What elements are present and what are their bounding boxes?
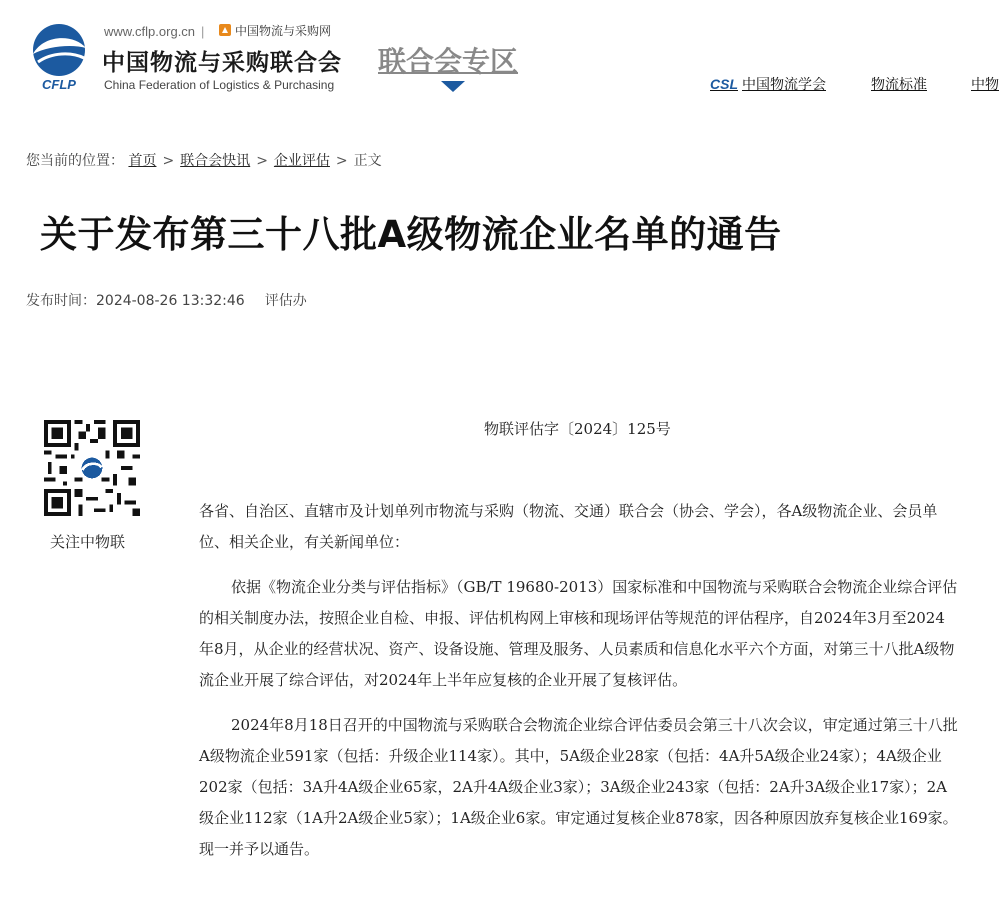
org-name-cn: 中国物流与采购联合会 xyxy=(102,50,342,76)
breadcrumb-prefix: 您当前的位置： xyxy=(26,153,124,169)
nav-csl-link[interactable] xyxy=(710,74,826,94)
publish-time: 2024-08-26 13:32:46 xyxy=(96,293,245,309)
qr-code-icon xyxy=(44,420,140,516)
partner-logo-icon xyxy=(218,23,232,37)
site-header xyxy=(0,0,1000,110)
article-meta xyxy=(26,290,307,310)
breadcrumb xyxy=(26,150,382,170)
logo-text: CFLP xyxy=(42,77,76,92)
zone-dropdown-arrow-icon[interactable] xyxy=(441,81,465,92)
breadcrumb-separator: > xyxy=(335,153,348,169)
breadcrumb-news[interactable]: 联合会快讯 xyxy=(180,153,251,169)
article-body xyxy=(199,496,959,879)
site-url[interactable]: www.cflp.org.cn | xyxy=(104,24,205,39)
breadcrumb-home[interactable]: 首页 xyxy=(128,153,157,169)
qr-label: 关注中物联 xyxy=(50,533,126,551)
nav-csl-label: 中国物流学会 xyxy=(742,77,826,93)
org-name-en: China Federation of Logistics & Purchasing xyxy=(104,78,335,92)
paragraph: 依据《物流企业分类与评估指标》（GB/T 19680-2013）国家标准和中国物流与采购联合会物流企业综合评估的相关制度办法，按照企业自检、申报、评估机构网上审核和现场评估等规范的评估程序，自2024年3月至2024年8月，从企业的经营状况、资产、设备设施、管理及服务、人员素质和信息化水平六个方面，对第三十八批A级物流企业开展了综合评估，对2024年上半年应复核的企业开展了复核评估。 xyxy=(199,578,958,689)
article-title: 关于发布第三十八批A级物流企业名单的通告 xyxy=(40,213,782,256)
publish-time-label: 发布时间： xyxy=(26,293,96,309)
partner-link[interactable] xyxy=(218,22,331,39)
breadcrumb-current: 正文 xyxy=(353,153,382,169)
nav-standards-link[interactable]: 物流标准 xyxy=(871,77,927,93)
breadcrumb-evaluation[interactable]: 企业评估 xyxy=(273,153,330,169)
breadcrumb-separator: > xyxy=(256,153,268,169)
nav-more-link[interactable]: 中物 xyxy=(971,77,999,93)
document-number: 物联评估字〔2024〕125号 xyxy=(484,420,671,438)
partner-label: 中国物流与采购网 xyxy=(235,24,332,38)
breadcrumb-separator: > xyxy=(162,153,175,169)
paragraph: 2024年8月18日召开的中国物流与采购联合会物流企业综合评估委员会第三十八次会议，审定通过第三十八批A级物流企业591家（包括：升级企业114家）。其中，5A级企业28家（包括：4A升5A级企业24家）；4A级企业202家（包括：3A升4A级企业65家，2A升4A级企业3家）；3A级企业243家（包括：2A升3A级企业17家）；2A级企业112家（1A升2A级企业5家）；1A级企业6家。审定通过复核企业878家，因各种原因放弃复核企业169家。现一并予以通告。 xyxy=(199,716,958,858)
salutation: 各省、自治区、直辖市及计划单列市物流与采购（物流、交通）联合会（协会、学会），各A级物流企业、会员单位、相关企业，有关新闻单位： xyxy=(199,502,938,551)
cflp-logo-icon[interactable] xyxy=(24,22,94,94)
department: 评估办 xyxy=(264,293,307,309)
zone-title-link[interactable]: 联合会专区 xyxy=(378,45,519,78)
csl-mark: CSL xyxy=(710,76,738,92)
